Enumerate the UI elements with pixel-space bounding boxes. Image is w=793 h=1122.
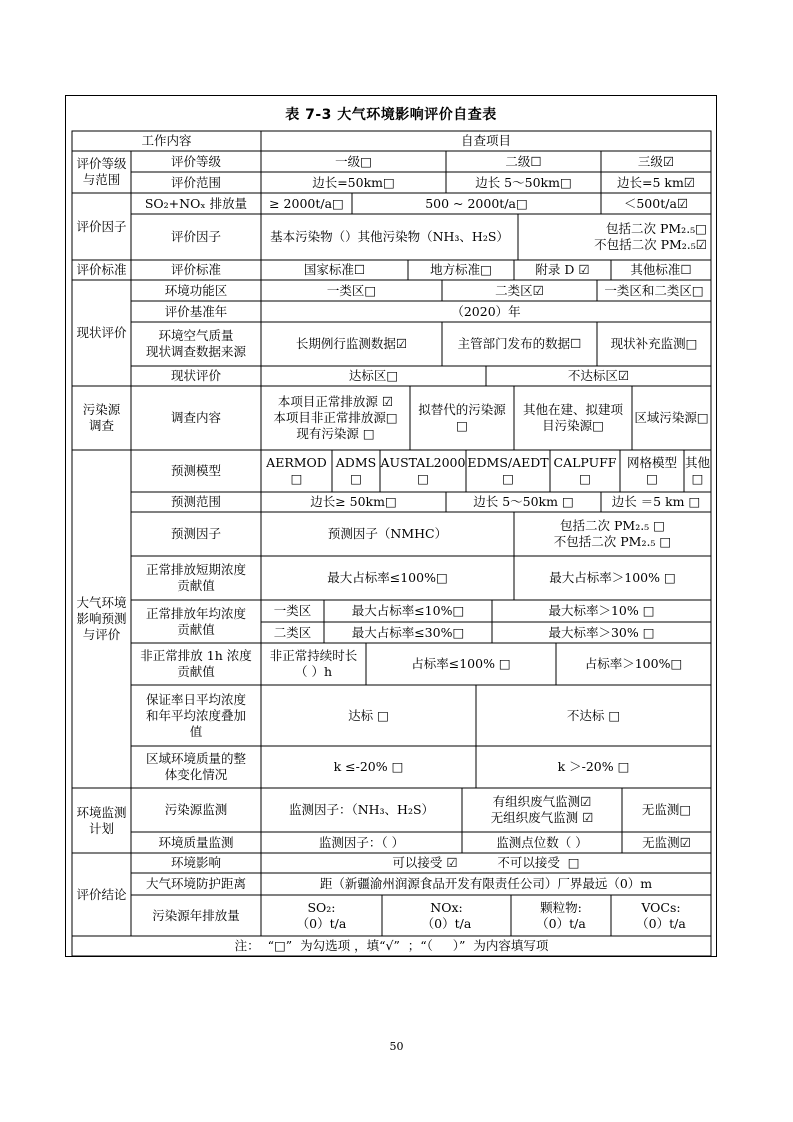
emission-so2: SO₂: （0）t/a	[296, 899, 347, 931]
status-eval-label: 现状评价	[170, 368, 221, 383]
group-standard: 评价标准	[76, 262, 127, 277]
abnormal-2[interactable]: 占标率＞100%□	[584, 656, 683, 671]
group-pollution: 污染源 调查	[82, 402, 121, 433]
status-source-label: 环境空气质量 现状调查数据来源	[145, 328, 246, 359]
pollution-c4[interactable]: 区域污染源□	[634, 410, 709, 425]
model-edms-aedt[interactable]: EDMS/AEDT □	[467, 455, 549, 486]
pollution-c1[interactable]: 本项目正常排放源 ☑ 本项目非正常排放源□ 现有污染源 □	[273, 394, 398, 441]
pollution-c2[interactable]: 拟替代的污染源 □	[418, 402, 506, 433]
standard-national[interactable]: 国家标准☐	[303, 262, 366, 277]
group-predict: 大气环境 影响预测 与评价	[76, 595, 127, 642]
model-calpuff[interactable]: CALPUFF □	[553, 455, 617, 486]
predict-range-1[interactable]: 边长≥ 50km□	[310, 494, 397, 509]
predict-short-1[interactable]: 最大占标率≤100%□	[327, 570, 448, 585]
header-items: 自查项目	[460, 133, 511, 148]
monitor-env-factor[interactable]: 监测因子：（ ）	[318, 834, 405, 850]
predict-range-label: 预测范围	[170, 494, 221, 509]
factor-emission-label: SO₂+NOₓ 排放量	[144, 195, 248, 211]
pollution-c3[interactable]: 其他在建、拟建项 目污染源□	[522, 402, 623, 433]
abnormal-duration[interactable]: 非正常持续时长 （ ）h	[269, 648, 358, 679]
emission-particulate: 颗粒物: （0）t/a	[536, 899, 586, 931]
predict-range-2[interactable]: 边长 5～50km □	[473, 494, 574, 509]
header-work: 工作内容	[141, 133, 192, 148]
predict-guarantee-label: 保证率日平均浓度 和年平均浓度叠加 值	[145, 691, 246, 739]
predict-short-label: 正常排放短期浓度 贡献值	[145, 562, 246, 593]
monitor-source-label: 污染源监测	[164, 802, 228, 817]
status-eval-1[interactable]: 达标区□	[348, 368, 399, 383]
status-zone-1[interactable]: 一类区□	[326, 282, 377, 298]
monitor-source-none[interactable]: 无监测□	[641, 802, 692, 817]
abnormal-1[interactable]: 占标率≤100% □	[411, 656, 511, 671]
table-note: 注： “□” 为勾选项 ，填“√” ；“（ ）” 为内容填写项	[234, 938, 549, 953]
self-check-table-frame	[65, 95, 717, 957]
status-source-3[interactable]: 现状补充监测□	[610, 336, 698, 351]
group-grade: 评价等级 与范围	[76, 156, 127, 187]
monitor-env-label: 环境质量监测	[158, 834, 234, 850]
predict-short-2[interactable]: 最大占标率＞100% □	[549, 570, 676, 585]
table-title: 表 7-3 大气环境影响评价自查表	[285, 107, 497, 123]
annual-zone2-a[interactable]: 最大占标率≤30%□	[351, 624, 465, 640]
monitor-env-points[interactable]: 监测点位数（ ）	[496, 834, 588, 850]
grade-level-label: 评价等级	[170, 153, 221, 169]
model-other[interactable]: 其他 □	[684, 455, 710, 486]
annual-zone1-a[interactable]: 最大占标率≤10%□	[351, 603, 465, 618]
model-grid[interactable]: 网格模型 □	[626, 455, 677, 486]
page-number: 50	[389, 1040, 404, 1053]
predict-range-3[interactable]: 边长 ＝5 km □	[611, 494, 701, 509]
status-year-value: （2020）年	[451, 303, 521, 319]
group-status: 现状评价	[76, 325, 127, 340]
factor-emission-3[interactable]: ＜500t/a☑	[623, 195, 689, 211]
standard-appendix-d[interactable]: 附录 D ☑	[535, 262, 590, 277]
region-1[interactable]: k ≤-20% □	[333, 759, 404, 774]
predict-factor-label: 预测因子	[170, 526, 221, 541]
conclusion-distance-label: 大气环境防护距离	[145, 876, 246, 891]
standard-label: 评价标准	[170, 262, 221, 277]
group-monitor: 环境监测 计划	[76, 804, 127, 836]
predict-model-label: 预测模型	[170, 463, 221, 478]
grade-range-2[interactable]: 边长 5～50km□	[475, 174, 572, 190]
region-2[interactable]: k ＞-20% □	[557, 759, 630, 774]
standard-local[interactable]: 地方标准□	[430, 262, 492, 277]
predict-abnormal-label: 非正常排放 1h 浓度 贡献值	[140, 648, 252, 679]
guarantee-pass[interactable]: 达标 □	[348, 707, 389, 723]
emission-vocs: VOCs: （0）t/a	[636, 899, 686, 931]
status-source-1[interactable]: 长期例行监测数据☑	[295, 336, 408, 351]
grade-range-1[interactable]: 边长=50km□	[312, 174, 395, 190]
monitor-env-none[interactable]: 无监测☑	[642, 834, 691, 850]
group-conclusion: 评价结论	[76, 886, 127, 902]
guarantee-fail[interactable]: 不达标 □	[566, 707, 621, 723]
conclusion-emission-label: 污染源年排放量	[152, 907, 240, 923]
grade-range-3[interactable]: 边长=5 km☑	[616, 174, 696, 190]
status-source-2[interactable]: 主管部门发布的数据☐	[457, 336, 582, 351]
predict-region-label: 区域环境质量的整 体变化情况	[145, 751, 246, 782]
factor-label: 评价因子	[170, 229, 221, 244]
model-austal2000[interactable]: AUSTAL2000 □	[380, 455, 466, 486]
predict-factor-main: 预测因子（NMHC）	[327, 526, 448, 541]
factor-emission-2[interactable]: 500 ~ 2000t/a□	[425, 195, 528, 211]
status-zone-2[interactable]: 二类区☑	[495, 282, 544, 298]
factor-pm[interactable]: 包括二次 PM₂.₅□ 不包括二次 PM₂.₅☑	[594, 221, 707, 252]
grade-level-2[interactable]: 二级☐	[505, 153, 542, 169]
emission-nox: NOx: （0）t/a	[421, 899, 472, 931]
group-factor: 评价因子	[76, 218, 127, 234]
pollution-label: 调查内容	[170, 410, 221, 425]
status-zone-3[interactable]: 一类区和二类区□	[604, 282, 704, 298]
factor-emission-1[interactable]: ≥ 2000t/a□	[269, 195, 344, 211]
annual-zone2-b[interactable]: 最大标率＞30% □	[548, 624, 655, 640]
annual-zone1-label: 一类区	[273, 603, 312, 618]
grade-range-label: 评价范围	[170, 174, 221, 190]
status-year-label: 评价基准年	[164, 303, 228, 319]
predict-factor-pm[interactable]: 包括二次 PM₂.₅ □ 不包括二次 PM₂.₅ □	[553, 518, 672, 549]
conclusion-distance-value: 距（新疆渝州润源食品开发有限责任公司）厂界最远（0）m	[319, 876, 653, 891]
monitor-source-factor[interactable]: 监测因子：（NH₃、H₂S）	[288, 802, 435, 817]
status-eval-2[interactable]: 不达标区☑	[567, 368, 630, 383]
status-zone-label: 环境功能区	[164, 282, 228, 298]
annual-zone1-b[interactable]: 最大标率＞10% □	[548, 603, 655, 618]
conclusion-impact-label: 环境影响	[170, 855, 221, 870]
model-aermod[interactable]: AERMOD □	[266, 455, 327, 486]
factor-main: 基本污染物（）其他污染物（NH₃、H₂S）	[270, 229, 509, 244]
grade-level-3[interactable]: 三级☑	[637, 153, 675, 169]
monitor-source-type[interactable]: 有组织废气监测☑ 无组织废气监测 ☑	[490, 794, 594, 825]
model-adms[interactable]: ADMS □	[335, 455, 377, 486]
standard-other[interactable]: 其他标准☐	[630, 262, 692, 277]
grade-level-1[interactable]: 一级□	[335, 153, 372, 169]
predict-annual-label: 正常排放年均浓度 贡献值	[145, 605, 246, 637]
conclusion-impact-value[interactable]: 可以接受 ☑ 不可以接受 □	[392, 855, 580, 870]
annual-zone2-label: 二类区	[273, 624, 312, 640]
